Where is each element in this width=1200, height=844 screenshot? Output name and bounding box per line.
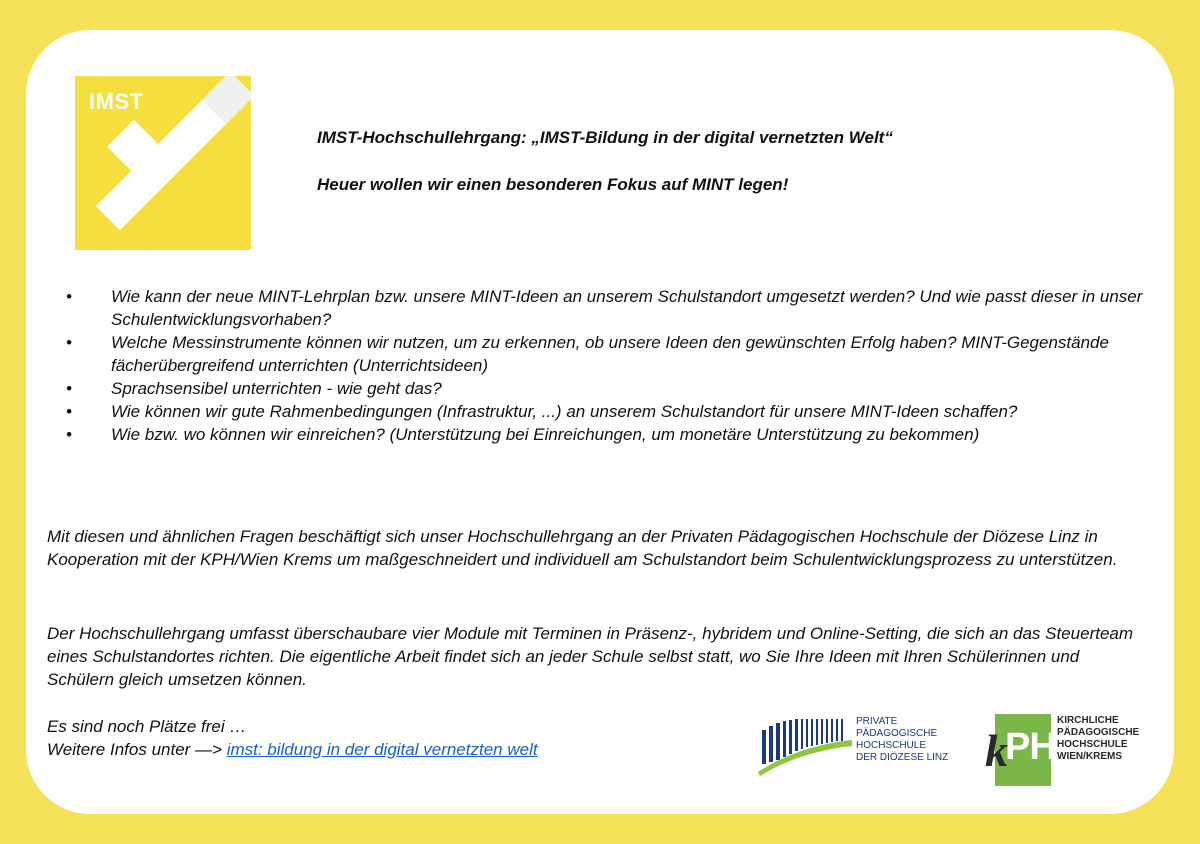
footer-info xyxy=(47,715,1147,761)
ph-linz-line: PRIVATE PÄDAGOGISCHE xyxy=(856,716,938,739)
imst-logo-text: IMST xyxy=(89,89,144,114)
list-item-text: Wie können wir gute Rahmenbedingungen (Infrastruktur, ...) an unserem Schulstandort für unsere MINT-Ideen schaffen? xyxy=(111,402,1018,421)
bullet-icon: • xyxy=(66,425,72,444)
list-item xyxy=(66,423,1156,446)
info-prefix: Weitere Infos unter —> xyxy=(47,740,227,759)
bullet-icon: • xyxy=(66,402,72,421)
bullet-icon: • xyxy=(66,379,72,398)
kph-text xyxy=(1057,715,1139,763)
kph-line: HOCHSCHULE xyxy=(1057,739,1128,750)
paragraph-cooperation: Mit diesen und ähnlichen Fragen beschäftigt sich unser Hochschullehrgang an der Privaten Pädagogischen Hochschule der Diözese Linz in Kooperation mit der KPH/Wien Krems um maßgeschneidert und individuell am Schulstandort beim Schulentwicklungsprozess zu unterstützen. xyxy=(47,527,1118,569)
list-item xyxy=(66,285,1156,331)
places-available: Es sind noch Plätze frei … xyxy=(47,717,247,736)
bullet-icon: • xyxy=(66,333,72,352)
list-item-text: Wie bzw. wo können wir einreichen? (Unterstützung bei Einreichungen, um monetäre Unterstützung zu bekommen) xyxy=(111,425,980,444)
imst-logo xyxy=(75,76,251,250)
headline-title: IMST-Hochschullehrgang: „IMST-Bildung in der digital vernetzten Welt“ xyxy=(317,128,893,147)
list-item xyxy=(66,400,1156,423)
kph-logo-k: k xyxy=(985,725,1008,776)
ph-linz-logo xyxy=(756,714,971,776)
kph-logo xyxy=(985,712,1145,790)
ph-linz-line: HOCHSCHULE xyxy=(856,740,927,751)
list-item-text: Welche Messinstrumente können wir nutzen, um zu erkennen, ob unsere Ideen den gewünschten Erfolg haben? MINT-Gegenstände fächerübergreifend unterrichten (Unterrichtsideen) xyxy=(111,333,1109,375)
ph-linz-text xyxy=(856,716,971,764)
list-item-text: Sprachsensibel unterrichten - wie geht das? xyxy=(111,379,442,398)
headline-focus: Heuer wollen wir einen besonderen Fokus auf MINT legen! xyxy=(317,175,789,194)
info-line xyxy=(47,738,1147,761)
kph-line: WIEN/KREMS xyxy=(1057,751,1122,762)
list-item xyxy=(66,331,1156,377)
kph-line: PÄDAGOGISCHE xyxy=(1057,727,1140,738)
info-link[interactable]: imst: bildung in der digital vernetzten welt xyxy=(226,740,538,759)
question-list xyxy=(66,285,1156,446)
paragraph-modules: Der Hochschullehrgang umfasst überschaubare vier Module mit Terminen in Präsenz-, hybridem und Online-Setting, die sich an das Steuerteam eines Schulstandortes richten. Die eigentliche Arbeit findet sich an jeder Schule selbst statt, wo Sie Ihre Ideen mit Ihren Schülerinnen und Schülern gleich umsetzen können. xyxy=(47,624,1134,689)
ph-linz-line: DER DIÖZESE LINZ xyxy=(856,752,949,763)
kph-logo-ph: PH xyxy=(1005,726,1056,768)
kph-line: KIRCHLICHE xyxy=(1057,715,1119,726)
ph-linz-logo-mark xyxy=(756,714,856,776)
bullet-icon: • xyxy=(66,287,72,306)
list-item-text: Wie kann der neue MINT-Lehrplan bzw. unsere MINT-Ideen an unserem Schulstandort umgesetzt werden? Und wie passt dieser in unser Schulentwicklungsvorhaben? xyxy=(111,287,1143,329)
list-item xyxy=(66,377,1156,400)
